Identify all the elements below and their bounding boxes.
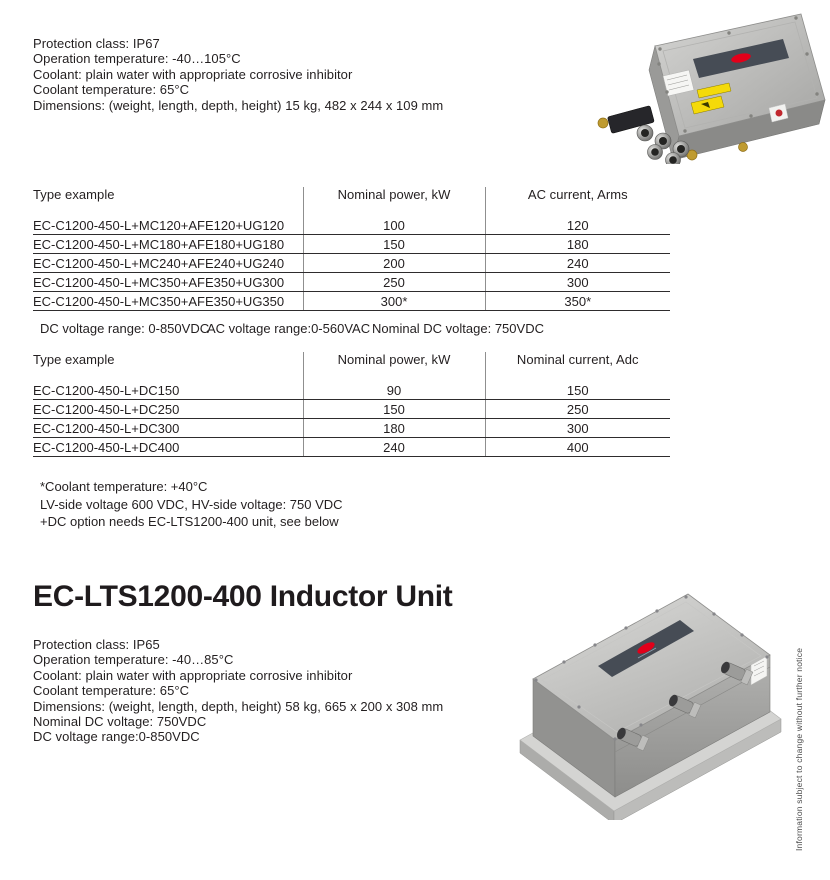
current-cell: 180 [485, 235, 670, 254]
spec-line: DC voltage range:0-850VDC [33, 729, 200, 745]
ac-config-table [33, 187, 670, 311]
header-row [33, 187, 670, 216]
side-note: Information subject to change without further notice [794, 647, 804, 851]
type-cell: EC-C1200-450-L+MC120+AFE120+UG120 [33, 216, 303, 235]
table-row [33, 273, 670, 292]
power-cell: 240 [303, 438, 485, 457]
converter-photo [593, 4, 830, 164]
type-cell: EC-C1200-450-L+DC400 [33, 438, 303, 457]
spec-line: Dimensions: (weight, length, depth, height) 58 kg, 665 x 200 x 308 mm [33, 698, 444, 714]
current-cell: 150 [485, 381, 670, 400]
footnote-line: LV-side voltage 600 VDC, HV-side voltage: 750 VDC [40, 496, 343, 512]
current-cell: 250 [485, 400, 670, 419]
table-row [33, 216, 670, 235]
inductor-photo [518, 592, 790, 820]
spec-line: Operation temperature: -40…105°C [33, 51, 241, 67]
current-cell: 400 [485, 438, 670, 457]
nominal-dc-voltage: Nominal DC voltage: 750VDC [372, 321, 544, 336]
current-cell: 300 [485, 273, 670, 292]
voltage-summary [0, 321, 830, 337]
type-cell: EC-C1200-450-L+MC180+AFE180+UG180 [33, 235, 303, 254]
column-header: Type example [33, 352, 115, 367]
spec-line: Coolant: plain water with appropriate corrosive inhibitor [33, 667, 353, 683]
current-cell: 240 [485, 254, 670, 273]
table-row [33, 438, 670, 457]
current-cell: 350* [485, 292, 670, 311]
spec-line: Protection class: IP65 [33, 637, 160, 652]
type-cell: EC-C1200-450-L+MC350+AFE350+UG350 [33, 292, 303, 311]
column-header: Nominal power, kW [303, 352, 485, 381]
table-row [33, 292, 670, 311]
column-header: Nominal power, kW [303, 187, 485, 216]
inductor-specs [33, 637, 443, 745]
type-cell: EC-C1200-450-L+DC300 [33, 419, 303, 438]
power-cell: 300* [303, 292, 485, 311]
table-row [33, 235, 670, 254]
table-row [33, 254, 670, 273]
power-cell: 180 [303, 419, 485, 438]
header-row [33, 352, 670, 381]
current-cell: 120 [485, 216, 670, 235]
type-cell: EC-C1200-450-L+DC250 [33, 400, 303, 419]
current-cell: 300 [485, 419, 670, 438]
inductor-title: EC-LTS1200-400 Inductor Unit [33, 580, 453, 613]
ac-voltage-range: AC voltage range:0-560VAC [207, 321, 371, 336]
power-cell: 100 [303, 216, 485, 235]
type-cell: EC-C1200-450-L+DC150 [33, 381, 303, 400]
table-row [33, 419, 670, 438]
dc-config-table [33, 352, 670, 457]
column-header: Nominal current, Adc [485, 352, 670, 381]
power-cell: 150 [303, 235, 485, 254]
power-cell: 250 [303, 273, 485, 292]
footnote-line: *Coolant temperature: +40°C [40, 479, 208, 494]
column-header: AC current, Arms [485, 187, 670, 216]
footnotes [40, 478, 343, 531]
red-dot-icon [776, 110, 783, 117]
table-row [33, 400, 670, 419]
spec-line: Dimensions: (weight, length, depth, height) 15 kg, 482 x 244 x 109 mm [33, 97, 444, 113]
power-cell: 90 [303, 381, 485, 400]
dc-voltage-range: DC voltage range: 0-850VDC [40, 321, 210, 336]
spec-line: Coolant temperature: 65°C [33, 683, 190, 699]
type-cell: EC-C1200-450-L+MC240+AFE240+UG240 [33, 254, 303, 273]
spec-line: Coolant temperature: 65°C [33, 82, 190, 98]
spec-line: Operation temperature: -40…85°C [33, 652, 234, 668]
footnote-line: +DC option needs EC-LTS1200-400 unit, see below [40, 514, 339, 530]
spec-line: Coolant: plain water with appropriate corrosive inhibitor [33, 66, 353, 82]
power-cell: 200 [303, 254, 485, 273]
table-row [33, 381, 670, 400]
converter-specs [33, 36, 443, 113]
power-cell: 150 [303, 400, 485, 419]
column-header: Type example [33, 187, 115, 202]
spec-line: Nominal DC voltage: 750VDC [33, 714, 207, 730]
type-cell: EC-C1200-450-L+MC350+AFE350+UG300 [33, 273, 303, 292]
spec-line: Protection class: IP67 [33, 36, 160, 51]
